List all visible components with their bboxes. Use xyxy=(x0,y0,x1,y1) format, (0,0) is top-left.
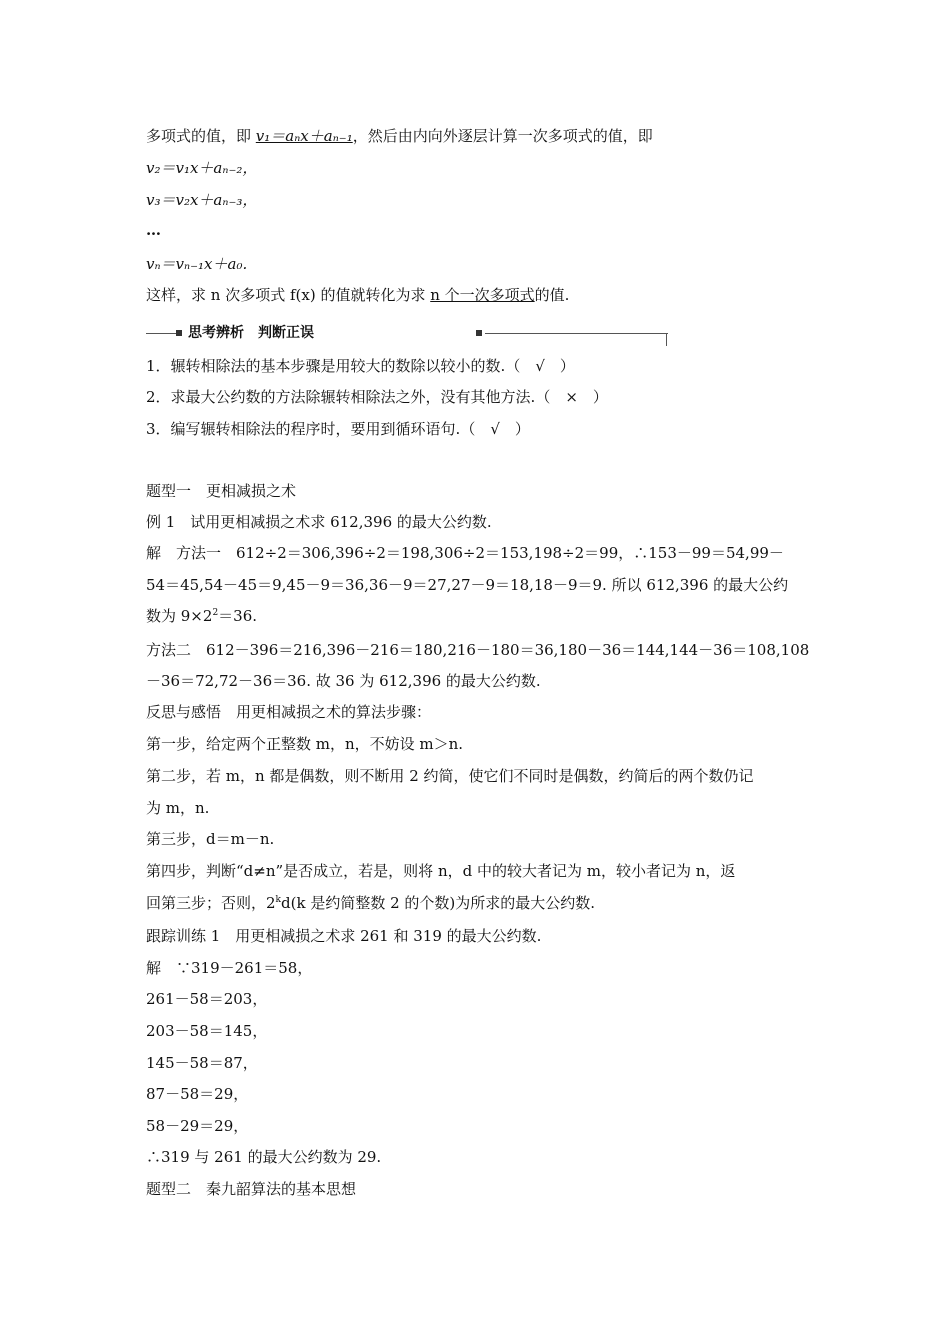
solution1-text: ＝36. xyxy=(218,607,258,625)
practice-line: ∴319 与 261 的最大公约数为 29. xyxy=(146,1148,382,1166)
judgment-item: 2．求最大公约数的方法除辗转相除法之外，没有其他方法.（ × ） xyxy=(146,388,608,406)
practice-line: 145－58＝87， xyxy=(146,1054,258,1072)
type2-title: 题型二 秦九韶算法的基本思想 xyxy=(146,1180,357,1198)
intro-prefix: 多项式的值，即 xyxy=(146,127,252,145)
summary-line xyxy=(146,285,569,305)
exponent: 2 xyxy=(212,608,219,618)
solution2-line: 方法二 612－396＝216,396－216＝180,216－180＝36,180－36＝144,144－36＝108,108 xyxy=(146,641,810,659)
step-1: 第一步，给定两个正整数 m，n，不妨设 m＞n. xyxy=(146,735,464,753)
summary-underline: n 个一次多项式 xyxy=(430,286,535,304)
step-4: 第四步，判断“d≠n”是否成立，若是，则将 n，d 中的较大者记为 m，较小者记为 n，返 xyxy=(146,862,736,880)
equation-v1: v₁＝aₙx＋aₙ₋₁ xyxy=(255,127,353,145)
header-marker-left xyxy=(176,330,182,336)
equation-vn: vₙ＝vₙ₋₁x＋a₀. xyxy=(146,255,248,273)
step-2-cont: 为 m，n. xyxy=(146,799,210,817)
equation-v3: v₃＝v₂x＋aₙ₋₃， xyxy=(146,191,258,209)
step-2: 第二步，若 m，n 都是偶数，则不断用 2 约简，使它们不同时是偶数，约简后的两个数仍记 xyxy=(146,767,754,785)
practice-line: 261－58＝203， xyxy=(146,990,268,1008)
judgment-item: 1．辗转相除法的基本步骤是用较大的数除以较小的数.（ √ ） xyxy=(146,357,575,375)
practice-line: 87－58＝29， xyxy=(146,1085,249,1103)
solution1-line xyxy=(146,606,257,626)
equation-v2: v₂＝v₁x＋aₙ₋₂， xyxy=(146,159,258,177)
solution1-text: 数为 9×2 xyxy=(146,607,213,625)
example-1: 例 1 试用更相减损之术求 612,396 的最大公约数. xyxy=(146,513,492,531)
solution2-line: －36＝72,72－36＝36. 故 36 为 612,396 的最大公约数. xyxy=(146,672,541,690)
judgment-item: 3．编写辗转相除法的程序时，要用到循环语句.（ √ ） xyxy=(146,420,530,438)
solution1-line: 解 方法一 612÷2＝306,396÷2＝198,306÷2＝153,198÷2＝99，∴153－99＝54,99－ xyxy=(146,544,784,562)
practice-line: 58－29＝29， xyxy=(146,1117,249,1135)
header-rule-left xyxy=(146,333,176,334)
exponent: k xyxy=(275,895,282,905)
practice-line: 解 ∵319－261＝58， xyxy=(146,959,313,977)
practice-line: 203－58＝145， xyxy=(146,1022,268,1040)
intro-line xyxy=(146,126,653,146)
step4-text: d(k 是约简整数 2 的个数)为所求的最大公约数. xyxy=(281,894,596,912)
ellipsis: … xyxy=(146,221,161,239)
header-marker-right xyxy=(476,330,482,336)
practice-1: 跟踪训练 1 用更相减损之术求 261 和 319 的最大公约数. xyxy=(146,927,542,945)
solution1-line: 54＝45,54－45＝9,45－9＝36,36－9＝27,27－9＝18,18－9＝9. 所以 612,396 的最大公约 xyxy=(146,576,789,594)
intro-suffix: ，然后由内向外逐层计算一次多项式的值，即 xyxy=(352,127,653,145)
summary-prefix: 这样，求 n 次多项式 f(x) 的值就转化为求 xyxy=(146,286,426,304)
summary-suffix: 的值. xyxy=(534,286,570,304)
step-4-cont xyxy=(146,893,595,913)
header-rule-tick xyxy=(666,333,667,346)
reflection: 反思与感悟 用更相减损之术的算法步骤： xyxy=(146,703,432,721)
type1-title: 题型一 更相减损之术 xyxy=(146,482,297,500)
step4-text: 回第三步；否则，2 xyxy=(146,894,276,912)
section-header-title: 思考辨析 判断正误 xyxy=(188,325,314,341)
section-header xyxy=(146,322,524,346)
step-3: 第三步，d＝m－n. xyxy=(146,830,275,848)
header-rule-right xyxy=(485,333,668,334)
